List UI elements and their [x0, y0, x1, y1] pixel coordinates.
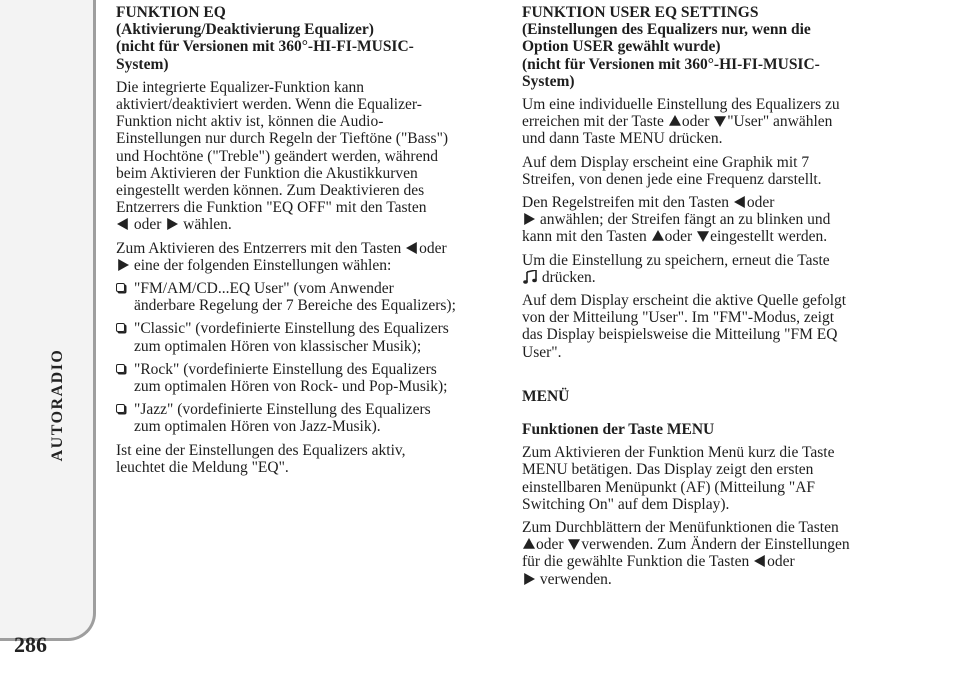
text-line: Um eine individuelle Einstellung des Equalizers zu [522, 96, 840, 114]
list-item [116, 361, 502, 395]
list-item [116, 401, 502, 435]
text-fragment: verwenden. [539, 570, 612, 588]
text-line: Einstellungen nur durch Regeln der Tieftöne ("Bass") [116, 130, 449, 148]
text-line: Entzerrers die Funktion "EQ OFF" mit den Tasten [116, 199, 427, 217]
save-paragraph [522, 252, 910, 286]
text-line: einstellbaren Menüpunkt (AF) (Mitteilung "AF [522, 478, 816, 496]
text-fragment: für die gewählte Funktion die Tasten [522, 553, 750, 571]
menu-activate-paragraph [522, 444, 910, 513]
triangle-left-icon [406, 242, 418, 254]
triangle-left-icon [117, 218, 129, 230]
triangle-up-icon [523, 538, 535, 550]
text-fragment: eine der folgenden Einstellungen wählen: [133, 256, 392, 274]
text-line: Streifen, von denen jede eine Frequenz darstellt. [522, 170, 822, 188]
text-line [522, 113, 910, 130]
text-line: aktiviert/deaktiviert werden. Wenn die Equalizer- [116, 96, 422, 114]
section-label: AUTORADIO [49, 348, 66, 462]
text-line: Zum Aktivieren der Funktion Menü kurz die Taste [522, 444, 835, 462]
heading-line: System) [116, 55, 169, 73]
text-line: "Classic" (vordefinierte Einstellung des Equalizers [134, 320, 449, 338]
or-word: oder [419, 239, 447, 257]
text-line [522, 228, 910, 245]
heading-line: FUNKTION EQ [116, 4, 226, 21]
text-line: zum optimalen Hören von Jazz-Musik). [134, 418, 381, 436]
text-line [116, 257, 502, 274]
text-fragment: drücken. [541, 268, 596, 286]
graphic-paragraph [522, 154, 910, 188]
text-fragment: wählen. [183, 216, 232, 234]
triangle-right-icon [117, 259, 129, 271]
eq-indicator-paragraph [116, 442, 502, 476]
text-line: Auf dem Display erscheint eine Graphik mit 7 [522, 153, 810, 171]
text-line: und dann Taste MENU drücken. [522, 130, 723, 148]
heading-line: (nicht für Versionen mit 360°-HI-FI-MUSIC- [522, 55, 820, 73]
checkbox-bullet-icon [116, 364, 125, 373]
triangle-right-icon [523, 573, 535, 585]
heading-line: Option USER gewählt wurde) [522, 38, 721, 56]
user-eq-heading [522, 4, 910, 90]
heading-line: (Einstellungen des Equalizers nur, wenn die [522, 21, 811, 39]
text-fragment: Den Regelstreifen mit den Tasten [522, 194, 729, 212]
triangle-down-icon [568, 538, 580, 550]
heading-line: System) [522, 72, 575, 90]
triangle-up-icon [652, 230, 664, 242]
text-line: Switching On" auf dem Display). [522, 495, 730, 513]
text-line: MENU betätigen. Das Display zeigt den ersten [522, 461, 814, 479]
triangle-down-icon [714, 115, 726, 127]
triangle-left-icon [754, 555, 766, 567]
triangle-down-icon [697, 230, 709, 242]
triangle-right-icon [523, 213, 535, 225]
or-word: oder [746, 194, 775, 212]
text-fragment: erreichen mit der Taste [522, 113, 664, 131]
eq-activate-paragraph [116, 240, 502, 274]
eq-heading [116, 4, 502, 73]
text-line: Auf dem Display erscheint die aktive Quelle gefolgt [522, 292, 847, 310]
music-note-icon [523, 270, 537, 284]
text-line: "Jazz" (vordefinierte Einstellung des Equalizers [134, 401, 431, 419]
checkbox-bullet-icon [116, 323, 125, 332]
spacer [522, 411, 910, 421]
text-line [522, 571, 910, 588]
menu-navigate-paragraph [522, 519, 910, 588]
heading-line: (Aktivierung/Deaktivierung Equalizer) [116, 21, 374, 39]
text-fragment: kann mit den Tasten [522, 228, 647, 246]
text-line: zum optimalen Hören von klassischer Musik); [134, 337, 422, 355]
heading-line: FUNKTION USER EQ SETTINGS [522, 4, 759, 21]
text-line: leuchtet die Meldung "EQ". [116, 458, 289, 476]
text-line: User". [522, 343, 562, 361]
triangle-left-icon [734, 196, 746, 208]
text-line: Funktion nicht aktiv ist, können die Audio- [116, 113, 384, 131]
text-line: "Rock" (vordefinierte Einstellung des Equalizers [134, 360, 437, 378]
display-paragraph [522, 292, 910, 361]
text-line [522, 194, 910, 211]
text-line: zum optimalen Hören von Rock- und Pop-Musik); [134, 378, 448, 396]
triangle-right-icon [166, 218, 178, 230]
checkbox-bullet-icon [116, 404, 125, 413]
user-eq-select-paragraph [522, 96, 910, 148]
menu-subheading: Funktionen der Taste MENU [522, 421, 715, 439]
text-line: Die integrierte Equalizer-Funktion kann [116, 78, 365, 96]
or-word: oder [133, 216, 162, 234]
text-line [116, 240, 502, 257]
text-line [522, 269, 910, 286]
list-item [116, 320, 502, 354]
text-line [522, 536, 910, 553]
text-line: Ist eine der Einstellungen des Equalizers aktiv, [116, 441, 406, 459]
checkbox-bullet-icon [116, 283, 125, 292]
or-word: oder [681, 113, 710, 131]
text-line: das Display beispielsweise die Mitteilung "FM EQ [522, 326, 838, 344]
or-word: oder [664, 228, 693, 246]
text-line: und Hochtöne ("Treble") geändert werden, während [116, 147, 438, 165]
menu-heading: MENÜ [522, 387, 570, 405]
text-fragment: anwählen; der Streifen fängt an zu blinken und [539, 211, 831, 229]
band-select-paragraph [522, 194, 910, 246]
text-fragment: verwenden. Zum Ändern der Einstellungen [581, 536, 850, 554]
triangle-up-icon [669, 115, 681, 127]
text-fragment: Zum Aktivieren des Entzerrers mit den Tasten [116, 239, 402, 257]
page-number: 286 [14, 632, 47, 657]
text-line: Um die Einstellung zu speichern, erneut die Taste [522, 251, 830, 269]
text-fragment: eingestellt werden. [710, 228, 828, 246]
eq-description [116, 79, 502, 234]
text-line: änderbare Regelung der 7 Bereiche des Equalizers); [134, 297, 456, 315]
spacer [522, 367, 910, 388]
text-line: eingestellt werden können. Zum Deaktivieren des [116, 182, 425, 200]
left-column [116, 4, 502, 482]
or-word: oder [767, 553, 795, 571]
text-line: "FM/AM/CD...EQ User" (vom Anwender [134, 280, 394, 298]
heading-line: (nicht für Versionen mit 360°-HI-FI-MUSIC- [116, 38, 414, 56]
list-item [116, 280, 502, 314]
text-line: von der Mitteilung "User". Im "FM"-Modus, zeigt [522, 309, 835, 327]
text-line: Zum Durchblättern der Menüfunktionen die Tasten [522, 519, 839, 537]
page-margin-bar [0, 0, 96, 641]
text-line [522, 553, 910, 570]
text-line [116, 216, 502, 233]
text-line: beim Aktivieren der Funktion die Akustikkurven [116, 164, 418, 182]
text-line [522, 211, 910, 228]
text-fragment: "User" anwählen [727, 113, 833, 131]
or-word: oder [536, 536, 564, 554]
right-column [522, 4, 910, 594]
